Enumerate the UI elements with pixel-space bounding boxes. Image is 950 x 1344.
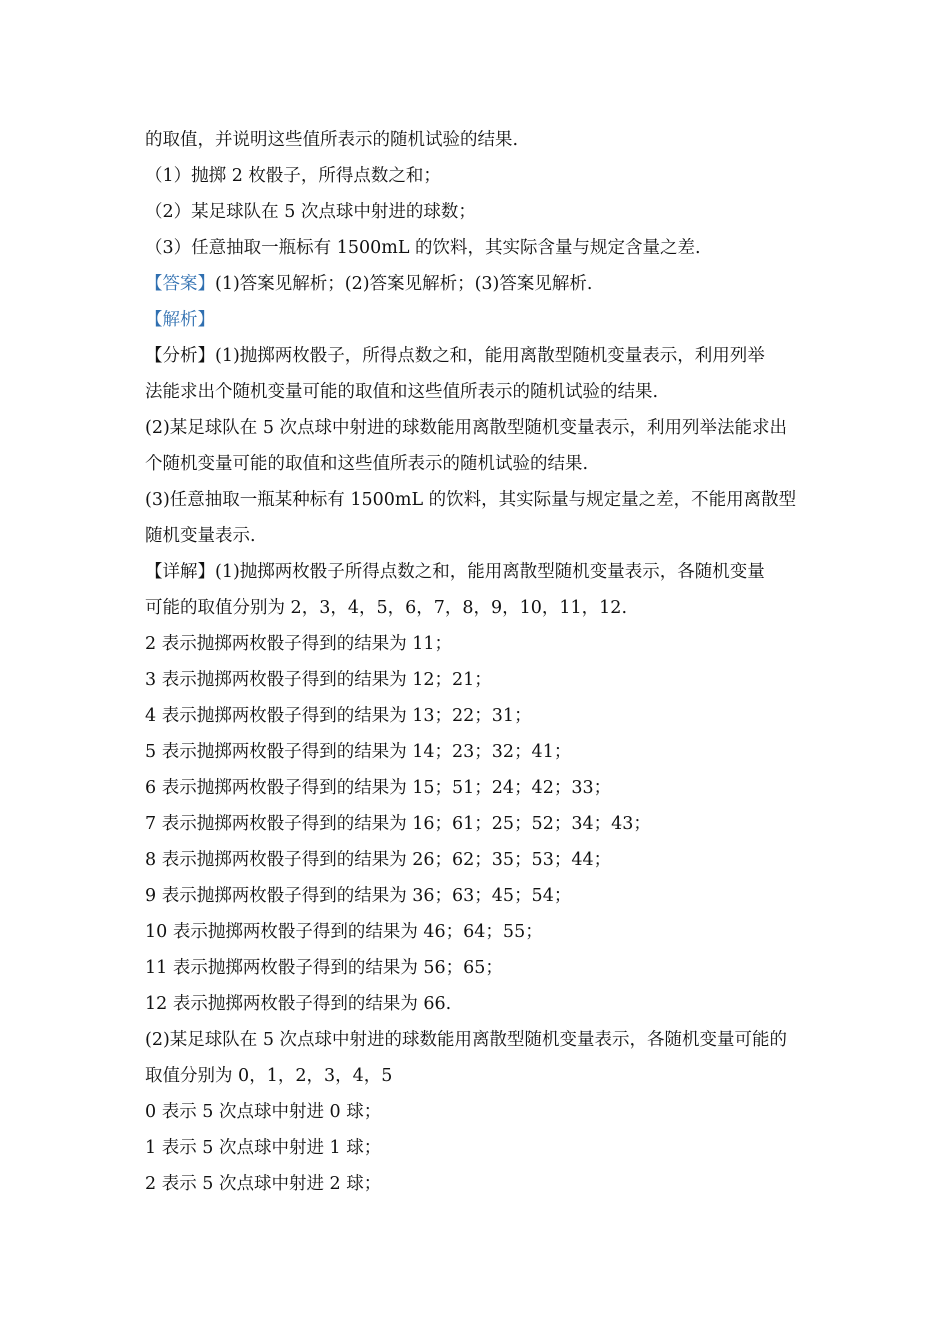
detail-line: 5 表示抛掷两枚骰子得到的结果为 14；23；32；41； <box>145 742 572 762</box>
detail-line: 取值分别为 0，1，2，3，4，5 <box>145 1066 393 1086</box>
detail-line: 1 表示 5 次点球中射进 1 球； <box>145 1138 382 1158</box>
detail-line: 4 表示抛掷两枚骰子得到的结果为 13；22；31； <box>145 706 532 726</box>
question-item-2: （2）某足球队在 5 次点球中射进的球数； <box>145 202 476 222</box>
analysis-line: 随机变量表示. <box>145 526 256 546</box>
detail-line: 0 表示 5 次点球中射进 0 球； <box>145 1102 382 1122</box>
analysis-line: (2)某足球队在 5 次点球中射进的球数能用离散型随机变量表示，利用列举法能求出 <box>145 418 788 438</box>
answer-text: (1)答案见解析；(2)答案见解析；(3)答案见解析. <box>215 274 593 294</box>
detail-line: 7 表示抛掷两枚骰子得到的结果为 16；61；25；52；34；43； <box>145 814 651 834</box>
question-item-1: （1）抛掷 2 枚骰子，所得点数之和； <box>145 166 441 186</box>
detail-line: 2 表示抛掷两枚骰子得到的结果为 11； <box>145 634 453 654</box>
detail-line: (2)某足球队在 5 次点球中射进的球数能用离散型随机变量表示，各随机变量可能的 <box>145 1030 788 1050</box>
detail-line: 11 表示抛掷两枚骰子得到的结果为 56；65； <box>145 958 503 978</box>
detail-line: 9 表示抛掷两枚骰子得到的结果为 36；63；45；54； <box>145 886 572 906</box>
detail-line: 8 表示抛掷两枚骰子得到的结果为 26；62；35；53；44； <box>145 850 612 870</box>
detail-line: 可能的取值分别为 2，3，4，5，6，7，8，9，10，11，12. <box>145 598 628 618</box>
detail-line: 6 表示抛掷两枚骰子得到的结果为 15；51；24；42；33； <box>145 778 612 798</box>
analysis-heading: 【解析】 <box>145 310 215 330</box>
detail-line: 【详解】(1)抛掷两枚骰子所得点数之和，能用离散型随机变量表示，各随机变量 <box>145 562 765 582</box>
analysis-line: 【分析】(1)抛掷两枚骰子，所得点数之和，能用离散型随机变量表示，利用列举 <box>145 346 765 366</box>
detail-line: 2 表示 5 次点球中射进 2 球； <box>145 1174 382 1194</box>
question-intro-line: 的取值，并说明这些值所表示的随机试验的结果. <box>145 130 519 150</box>
analysis-line: (3)任意抽取一瓶某种标有 1500mL 的饮料，其实际量与规定量之差，不能用离散型 <box>145 490 797 510</box>
answer-line <box>145 266 810 302</box>
detail-line: 10 表示抛掷两枚骰子得到的结果为 46；64；55； <box>145 922 543 942</box>
detail-line: 3 表示抛掷两枚骰子得到的结果为 12；21； <box>145 670 492 690</box>
analysis-line: 个随机变量可能的取值和这些值所表示的随机试验的结果. <box>145 454 589 474</box>
analysis-line: 法能求出个随机变量可能的取值和这些值所表示的随机试验的结果. <box>145 382 659 402</box>
detail-line: 12 表示抛掷两枚骰子得到的结果为 66. <box>145 994 452 1014</box>
document-content <box>145 122 810 1202</box>
answer-label: 【答案】 <box>145 274 215 294</box>
question-item-3: （3）任意抽取一瓶标有 1500mL 的饮料，其实际含量与规定含量之差. <box>145 238 701 258</box>
